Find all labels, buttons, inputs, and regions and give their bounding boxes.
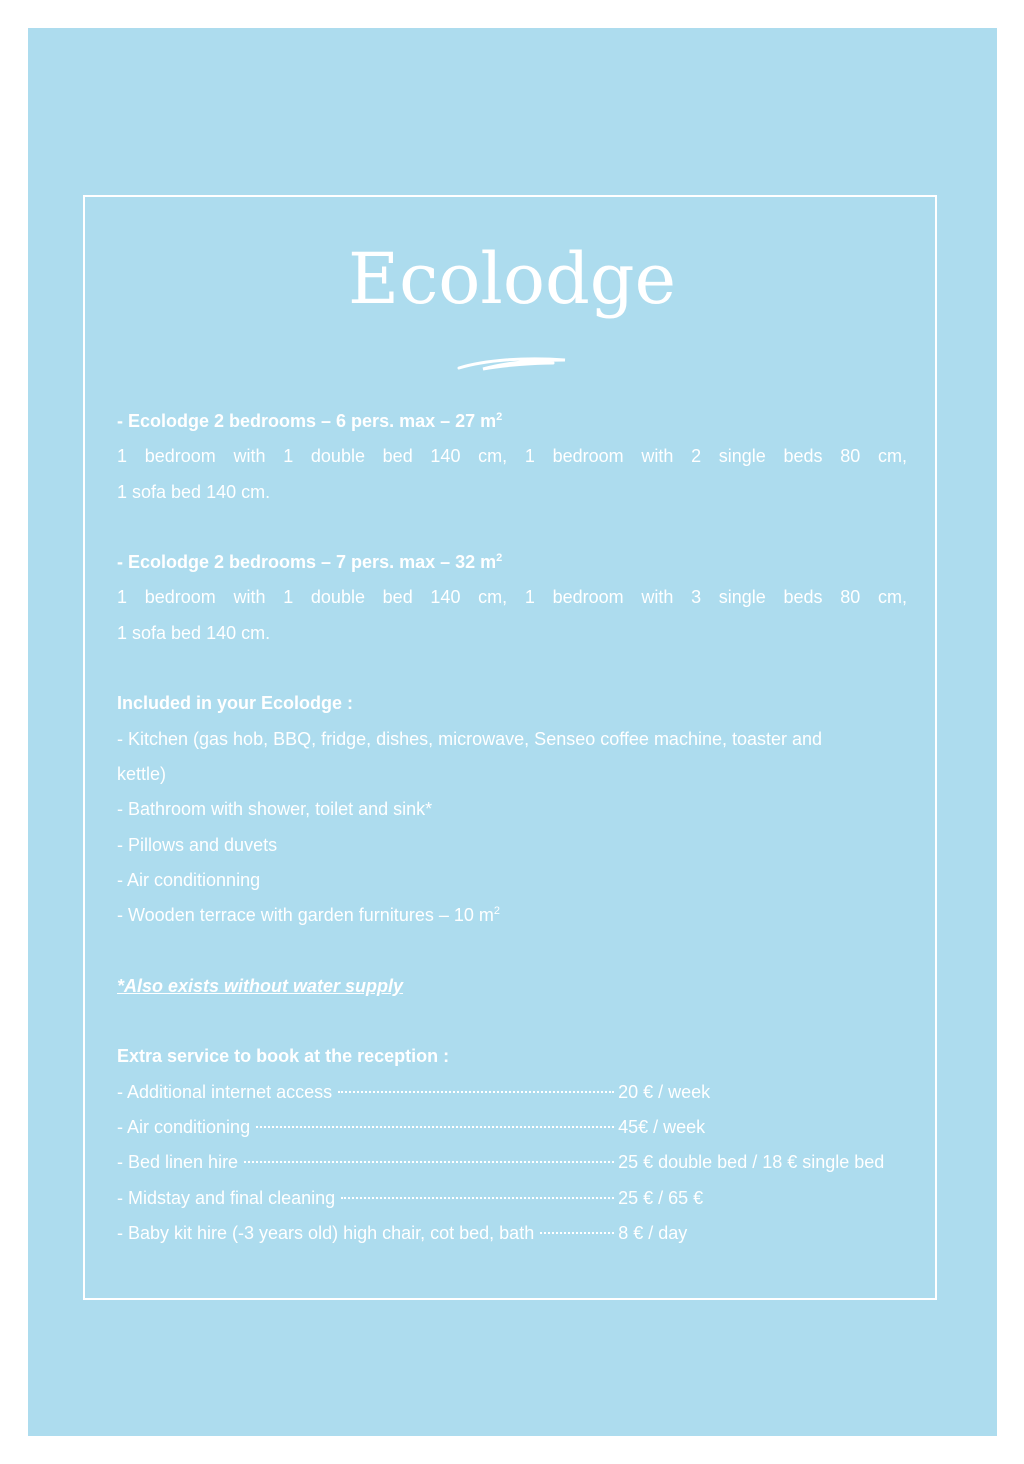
leader-dots: [341, 1196, 614, 1199]
included-item-bathroom: - Bathroom with shower, toilet and sink*: [117, 799, 433, 820]
word: 140: [430, 587, 461, 608]
word: single: [718, 587, 766, 608]
extra-service-row: [117, 1110, 907, 1145]
extra-service-row: [117, 1181, 907, 1216]
word: with: [233, 587, 266, 608]
word: 1: [117, 587, 128, 608]
lodge-description-7-pers: [117, 580, 907, 615]
word: 1: [524, 587, 535, 608]
word: with: [641, 587, 674, 608]
word: 1: [283, 587, 294, 608]
word: with: [233, 446, 266, 467]
extras-heading: Extra service to book at the reception :: [117, 1046, 450, 1067]
word: cm,: [878, 446, 907, 467]
word: bedroom: [552, 587, 624, 608]
included-item-terrace: - Wooden terrace with garden furnitures – 10 $m^2$: [117, 905, 500, 926]
extra-service-row: [117, 1145, 907, 1180]
word: beds: [783, 587, 823, 608]
swash-ornament: [455, 352, 570, 378]
lodge-heading-7-pers: - Ecolodge 2 bedrooms – 7 pers. max – 32 $m^2$: [117, 552, 503, 573]
word: 1: [283, 446, 294, 467]
word: beds: [783, 446, 823, 467]
extra-service-row: [117, 1216, 907, 1251]
word: single: [718, 446, 766, 467]
service-name: - Baby kit hire (-3 years old) high chair, cot bed, bath: [117, 1222, 535, 1243]
service-price: 20 € / week: [618, 1081, 711, 1102]
word: cm,: [478, 587, 508, 608]
word: bedroom: [144, 446, 216, 467]
lodge-description-6-pers-line2: 1 sofa bed 140 cm.: [117, 481, 271, 502]
main-content: [117, 404, 907, 1251]
included-item-kitchen-cont: kettle): [117, 763, 167, 784]
lodge-description-6-pers: [117, 439, 907, 474]
included-item-air-conditionning: - Air conditionning: [117, 869, 261, 890]
leader-dots: [256, 1125, 614, 1128]
service-name: - Midstay and final cleaning: [117, 1187, 336, 1208]
water-supply-note: *Also exists without water supply: [117, 975, 404, 996]
word: 1: [117, 446, 128, 467]
word: 1: [524, 446, 535, 467]
word: with: [641, 446, 674, 467]
leader-dots: [244, 1160, 614, 1163]
word: 2: [691, 446, 702, 467]
service-price: 25 € double bed / 18 € single bed: [618, 1152, 885, 1173]
word: bedroom: [552, 446, 624, 467]
service-price: 8 € / day: [618, 1222, 688, 1243]
leader-dots: [540, 1231, 614, 1234]
lodge-heading-6-pers: - Ecolodge 2 bedrooms – 6 pers. max – 27 $m^2$: [117, 411, 503, 431]
service-name: - Bed linen hire: [117, 1152, 239, 1173]
lodge-description-7-pers-line2: 1 sofa bed 140 cm.: [117, 622, 271, 643]
service-price: 25 € / 65 €: [618, 1187, 704, 1208]
word: double: [310, 587, 365, 608]
word: bed: [382, 446, 413, 467]
word: 3: [691, 587, 702, 608]
service-name: - Additional internet access: [117, 1081, 333, 1102]
leader-dots: [338, 1090, 614, 1093]
word: 80: [840, 446, 861, 467]
word: cm,: [478, 446, 508, 467]
page-title: Ecolodge: [347, 238, 677, 320]
extra-service-row: [117, 1075, 907, 1110]
included-item-pillows: - Pillows and duvets: [117, 834, 278, 855]
word: double: [310, 446, 365, 467]
word: cm,: [878, 587, 907, 608]
word: bed: [382, 587, 413, 608]
word: bedroom: [144, 587, 216, 608]
included-item-kitchen: - Kitchen (gas hob, BBQ, fridge, dishes, microwave, Senseo coffee machine, toaster and: [117, 728, 823, 749]
word: 80: [840, 587, 861, 608]
service-price: 45€ / week: [618, 1116, 706, 1137]
included-heading: Included in your Ecolodge :: [117, 693, 354, 714]
word: 140: [430, 446, 461, 467]
service-name: - Air conditioning: [117, 1116, 251, 1137]
